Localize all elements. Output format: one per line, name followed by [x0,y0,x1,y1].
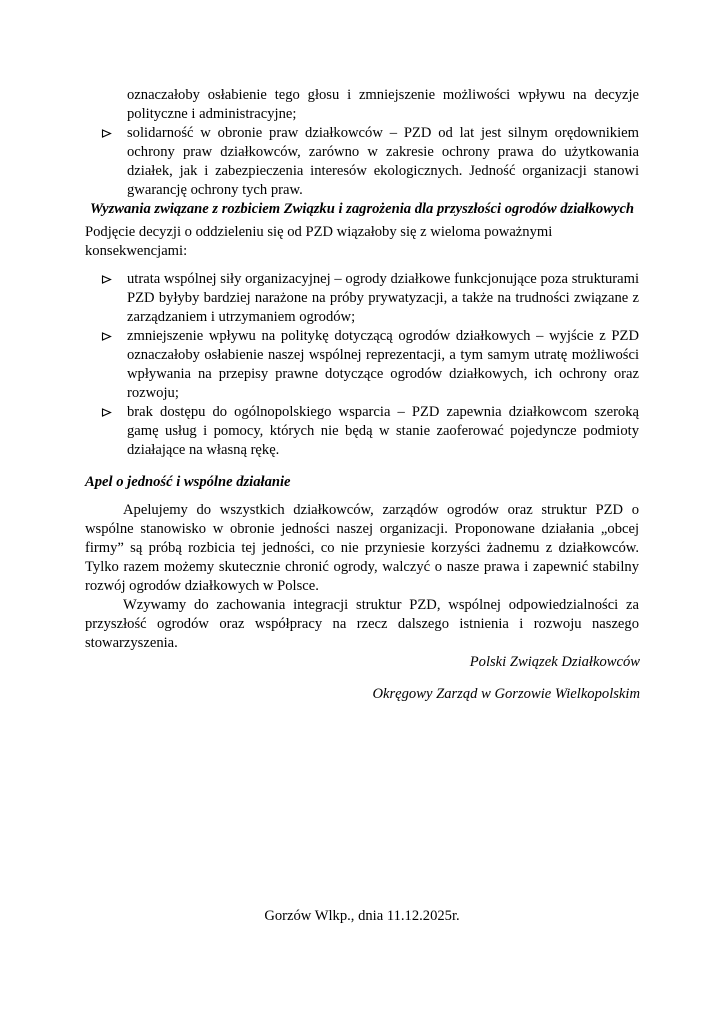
consequences-intro: Podjęcie decyzji o oddzieleniu się od PZD wiązałoby się z wieloma poważnymi konsekwencjami: [85,224,553,259]
arrow-bullet-icon [101,408,112,417]
appeal-paragraph: Apelujemy do wszystkich działkowców, zarządów ogrodów oraz struktur PZD o wspólne stanowisko w obronie jedności naszej organizacji. Proponowane działania „obcej firmy” są próbą rozbicia tej jedności, co nie przyniesie korzyści żadnemu z działkowców. Tylko razem możemy skutecznie chronić ogrody, walczyć o nasze prawa i zapewnić stabilny rozwój ogrodów działkowych w Polsce. [85,502,639,594]
date-line: Gorzów Wlkp., dnia 11.12.2025r. [264,908,460,924]
list-item-continuation: oznaczałoby osłabienie tego głosu i zmniejszenie możliwości wpływu na decyzje polityczne i administracyjne; [127,87,639,122]
arrow-bullet-icon [101,332,112,341]
unity-benefits-list [85,124,639,200]
signature-unit: Okręgowy Zarząd w Gorzowie Wielkopolskim [372,686,640,702]
list-item-text: utrata wspólnej siły organizacyjnej – ogrody działkowe funkcjonujące poza strukturami PZD byłyby bardziej narażone na próby prywatyzacji, a także na trudności związane z zarządzaniem i utrzymaniem ogrodów; [127,271,639,325]
list-item-text: zmniejszenie wpływu na politykę dotyczącą ogrodów działkowych – wyjście z PZD oznaczałoby osłabienie naszej wspólnej reprezentacji, a tym samym utratę możliwości wpływania na przepisy prawne dotyczące ogrodów działkowych, ich ochrony oraz rozwoju; [127,328,639,401]
signature-organization: Polski Związek Działkowców [469,654,640,670]
arrow-bullet-icon [101,129,112,138]
section-heading-challenges: Wyzwania związane z rozbiciem Związku i zagrożenia dla przyszłości ogrodów działkowych [89,201,635,217]
section-heading-appeal: Apel o jedność i wspólne działanie [85,474,291,490]
list-item-text: brak dostępu do ogólnopolskiego wsparcia – PZD zapewnia działkowcom szeroką gamę usług i pomocy, których nie będą w stanie zaoferować pojedyncze podmioty działające na własną rękę. [127,404,639,458]
list-item [85,124,639,200]
list-item-text: solidarność w obronie praw działkowców – PZD od lat jest silnym orędownikiem ochrony praw działkowców, zarówno w zakresie ochrony prawa do użytkowania działek, jak i zabezpieczenia interesów ekologicznych. Jedność organizacji stanowi gwarancję ochrony tych praw. [127,125,639,198]
list-item [85,327,639,403]
call-paragraph: Wzywamy do zachowania integracji struktur PZD, wspólnej odpowiedzialności za przyszłość ogrodów oraz współpracy na rzecz dalszego istnienia i rozwoju naszego stowarzyszenia. [85,597,639,651]
signature-block [372,653,640,704]
consequences-list [85,270,639,460]
list-item [85,270,639,327]
list-item [85,403,639,460]
arrow-bullet-icon [101,275,112,284]
